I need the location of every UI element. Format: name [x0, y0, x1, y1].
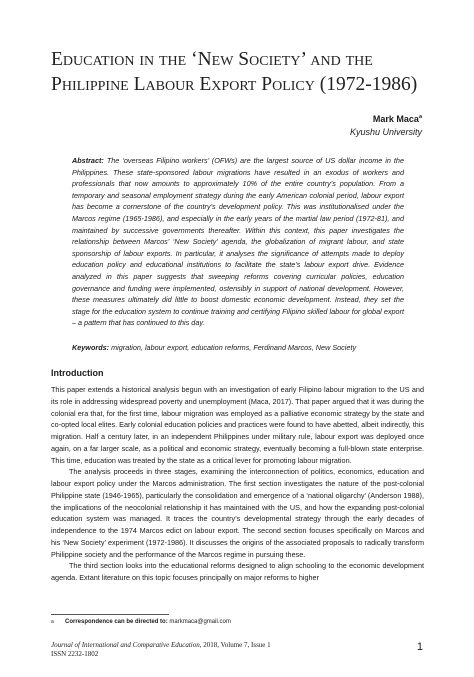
introduction-body [51, 384, 424, 584]
paper-title [51, 47, 431, 97]
author-name-line [350, 111, 422, 126]
keywords-text: migration, labour export, education reforms, Ferdinand Marcos, New Society [111, 343, 357, 352]
abstract [72, 155, 404, 329]
journal-issn: ISSN 2232-1802 [51, 650, 99, 658]
paragraph: The third section looks into the educational reforms designed to align schooling to the economic development agenda. Extant literature on this topic focuses principally on major reforms to higher [51, 561, 424, 582]
title-line-1: Education in the ‘New Society’ and the [51, 49, 373, 70]
page-number: 1 [416, 641, 423, 653]
journal-name: Journal of International and Comparative Education, [51, 641, 202, 649]
author-block [350, 111, 422, 139]
footnote [51, 618, 424, 626]
footnote-divider [51, 614, 169, 615]
footnote-marker: a [51, 619, 54, 625]
title-line-2: Philippine Labour Export Policy (1972-1986) [51, 74, 418, 95]
journal-details: 2018, Volume 7, Issue 1 [203, 641, 271, 649]
introduction-heading: Introduction [51, 368, 104, 378]
abstract-label: Abstract: [72, 156, 104, 165]
paragraph: The analysis proceeds in three stages, examining the interconnection of politics, economics, education and labour export policy under the Marcos administration. The first section investigates the nature of the post-colonial Philippine state (1946-1965), particularly the consolidation and emergence of a ‘national oligarchy’ (Anderson 1988), the implications of the neocolonial relationship it has maintained with the US, and how the expanding post-colonial education system was managed. It traces the country’s developmental strategy through the early decades of independence to the 1974 Marcos edict on labour export. The second section focuses specifically on Marcos and his ‘New Society’ experiment (1972-1986). It discusses the origins of the associated proposals to radically transform Philippine society and the performance of the Marcos regime in pursuing these. [51, 467, 424, 559]
author-name: Mark Maca [372, 114, 419, 124]
footnote-label: Correspondence can be directed to: [65, 619, 168, 625]
journal-info [51, 641, 271, 659]
author-marker: a [418, 114, 422, 120]
footnote-email[interactable]: markmaca@gmail.com [169, 619, 231, 625]
paragraph: This paper extends a historical analysis begun with an investigation of early Filipino labour migration to the US and its role in addressing widespread poverty and unemployment (Maca, 2017). That paper argued that it was during the colonial era that, for the first time, labour migration was employed as a palliative economic strategy by the state and co-opted local elites. Early colonial education policies and practices were found to have abetted, albeit indirectly, this migration. Half a century later, in an independent Philippines under military rule, labour export was deployed once again, on a far larger scale, as a political and economic strategy, eventually becoming a full-blown state enterprise. This time, education was treated by the state as a critical lever for promoting labour migration. [51, 385, 424, 465]
keywords [72, 342, 412, 354]
abstract-text: The ‘overseas Filipino workers’ (OFWs) are the largest source of US dollar income in the Philippines. These state-sponsored labour migrations have resulted in an exodus of workers and professionals that now amounts to approximately 10% of the entire country’s population. From a temporary and seasonal employment strategy during the early American colonial period, labour export has become a cornerstone of the country’s development policy. This was institutionalised under the Marcos regime (1965-1986), and especially in the early years of the martial law period (1972-81), and maintained by successive governments thereafter. Within this context, this paper investigates the relationship between Marcos’ ‘New Society’ agenda, the globalization of migrant labour, and state sponsorship of labour exports. In particular, it analyses the significance of attempts made to deploy education policy and educational institutions to facilitate the state’s labour export drive. Evidence analyzed in this paper suggests that sweeping reforms covering curricular policies, education governance and funding were implemented, ostensibly in support of national development. However, these measures ultimately did little to boost domestic economic development. Instead, they set the stage for the education system to continue training and certifying Filipino skilled labour for global export – a pattern that has continued to this day. [72, 156, 404, 328]
author-affiliation: Kyushu University [349, 127, 422, 137]
keywords-label: Keywords: [72, 343, 110, 352]
